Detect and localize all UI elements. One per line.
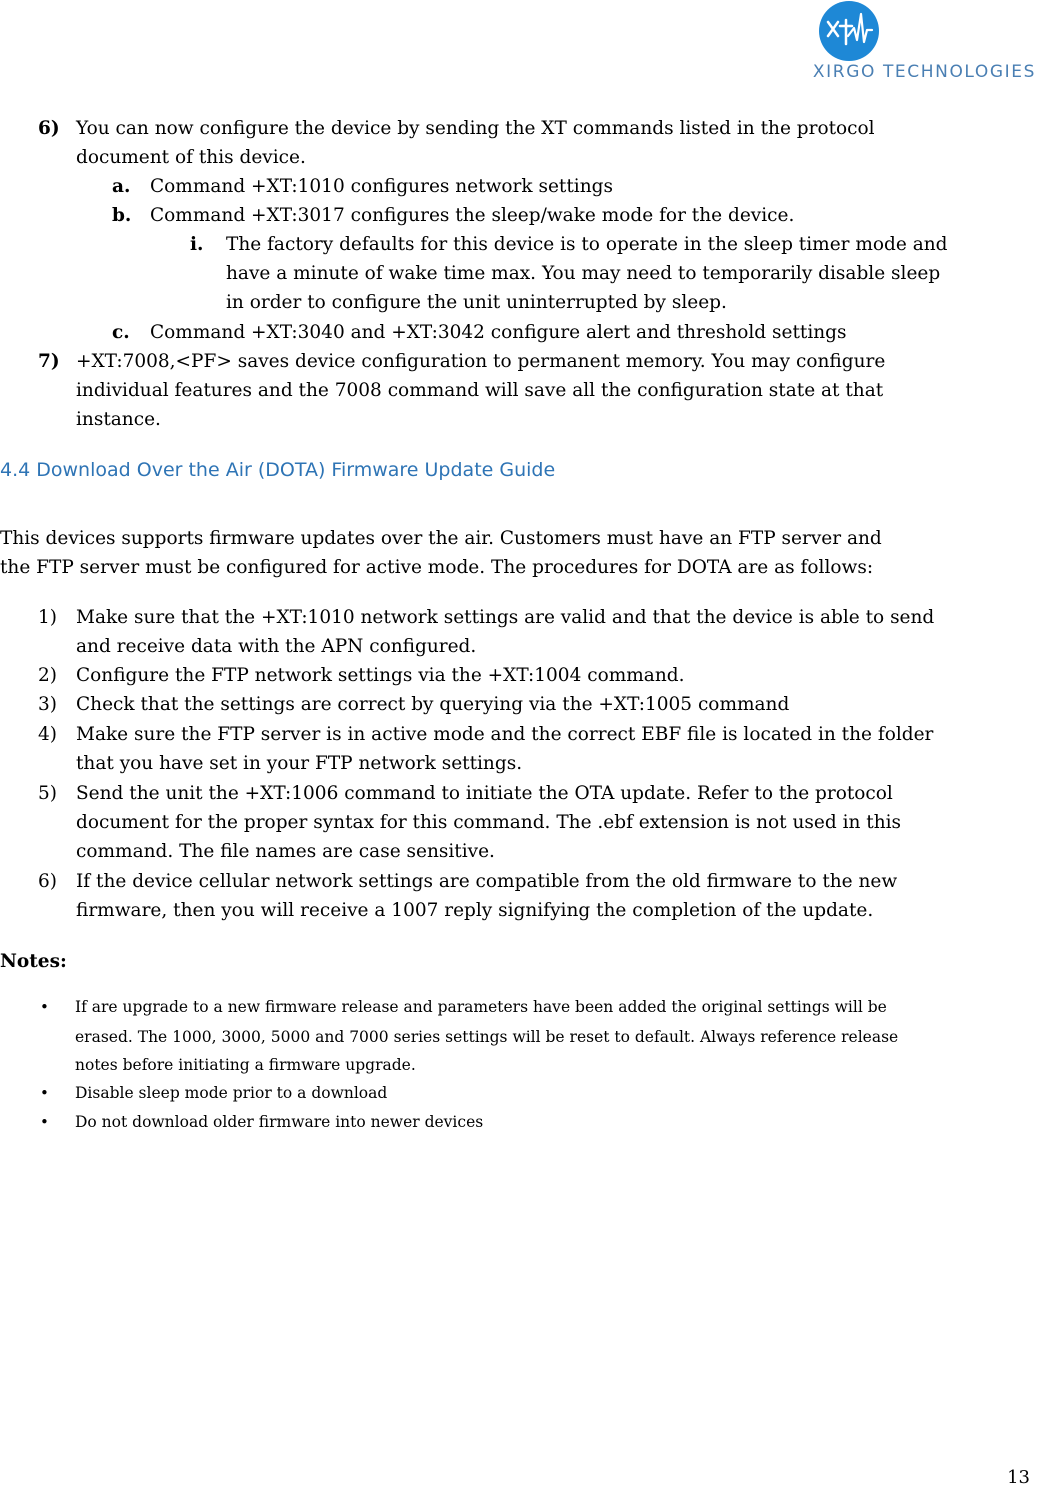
bullet-icon: •	[40, 1113, 49, 1131]
note-text: Do not download older firmware into newer devices	[75, 1113, 484, 1131]
list-item-text: +XT:7008,<PF> saves device configuration to permanent memory. You may configure	[76, 351, 886, 372]
note-text-cont: erased. The 1000, 3000, 5000 and 7000 series settings will be reset to default. Always reference release	[75, 1028, 899, 1046]
sub-marker: a.	[112, 176, 131, 197]
step-text: Send the unit the +XT:1006 command to initiate the OTA update. Refer to the protocol	[76, 783, 893, 804]
step-marker: 1)	[38, 607, 57, 628]
sub-marker: c.	[112, 322, 130, 343]
step-text-cont: document for the proper syntax for this command. The .ebf extension is not used in this	[76, 812, 902, 833]
bullet-icon: •	[40, 1084, 49, 1102]
logo-wordmark: XIRGO TECHNOLOGIES	[812, 62, 1036, 82]
subsub-item-text-cont: in order to configure the unit uninterrupted by sleep.	[226, 292, 727, 313]
company-logo	[760, 0, 1038, 90]
note-text-cont: notes before initiating a firmware upgrade.	[75, 1056, 416, 1074]
xirgo-logo-icon	[818, 0, 880, 62]
list-item-text-cont: individual features and the 7008 command will save all the configuration state at that	[76, 380, 884, 401]
step-marker: 3)	[38, 694, 57, 715]
list-item-text: You can now configure the device by sending the XT commands listed in the protocol	[76, 118, 875, 139]
bullet-icon: •	[40, 998, 49, 1016]
intro-paragraph: This devices supports firmware updates over the air. Customers must have an FTP server and	[0, 528, 882, 549]
list-marker: 7)	[38, 351, 60, 372]
step-text-cont: and receive data with the APN configured.	[76, 636, 477, 657]
step-marker: 6)	[38, 871, 57, 892]
step-marker: 5)	[38, 783, 57, 804]
note-text: If are upgrade to a new firmware release and parameters have been added the original settings will be	[75, 998, 887, 1016]
notes-title: Notes:	[0, 951, 67, 972]
step-text: Configure the FTP network settings via the +XT:1004 command.	[76, 665, 685, 686]
step-marker: 4)	[38, 724, 57, 745]
sub-item-text: Command +XT:1010 configures network settings	[150, 176, 613, 197]
sub-item-text: Command +XT:3017 configures the sleep/wake mode for the device.	[150, 205, 795, 226]
list-item-text-cont: document of this device.	[76, 147, 306, 168]
subsub-marker: i.	[190, 234, 204, 255]
page-number: 13	[1007, 1467, 1030, 1488]
note-text: Disable sleep mode prior to a download	[75, 1084, 388, 1102]
intro-paragraph-cont: the FTP server must be configured for active mode. The procedures for DOTA are as follows:	[0, 557, 874, 578]
step-text: Make sure the FTP server is in active mode and the correct EBF file is located in the folder	[76, 724, 934, 745]
subsub-item-text-cont: have a minute of wake time max. You may need to temporarily disable sleep	[226, 263, 941, 284]
step-marker: 2)	[38, 665, 57, 686]
subsub-item-text: The factory defaults for this device is to operate in the sleep timer mode and	[226, 234, 948, 255]
step-text: Make sure that the +XT:1010 network settings are valid and that the device is able to send	[76, 607, 935, 628]
list-item-text-cont: instance.	[76, 409, 161, 430]
sub-item-text: Command +XT:3040 and +XT:3042 configure alert and threshold settings	[150, 322, 847, 343]
step-text: Check that the settings are correct by querying via the +XT:1005 command	[76, 694, 790, 715]
step-text-cont: that you have set in your FTP network settings.	[76, 753, 523, 774]
step-text-cont: firmware, then you will receive a 1007 reply signifying the completion of the update.	[76, 900, 874, 921]
sub-marker: b.	[112, 205, 132, 226]
step-text-cont: command. The file names are case sensitive.	[76, 841, 495, 862]
list-marker: 6)	[38, 118, 60, 139]
step-text: If the device cellular network settings are compatible from the old firmware to the new	[76, 871, 898, 892]
section-heading: 4.4 Download Over the Air (DOTA) Firmware Update Guide	[0, 459, 556, 481]
